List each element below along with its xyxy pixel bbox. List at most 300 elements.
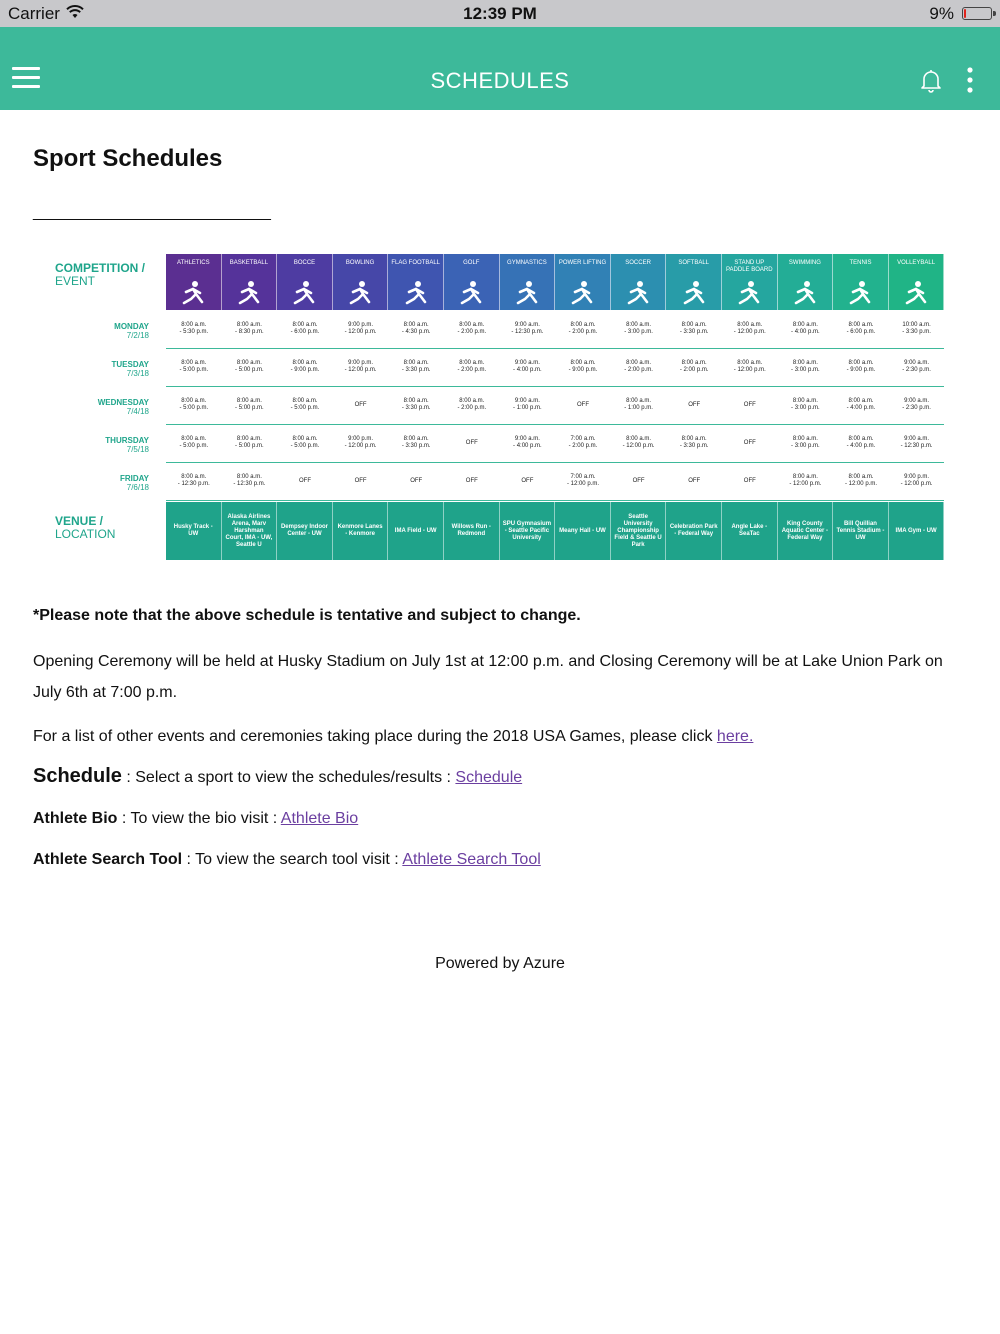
sport-header-cell bbox=[611, 254, 667, 310]
day-label bbox=[75, 322, 149, 340]
athlete-pictogram-icon bbox=[458, 280, 484, 306]
cell-start: OFF bbox=[743, 478, 756, 484]
cell-end: - 5:00 p.m. bbox=[179, 443, 209, 449]
cell-start: 8:00 a.m. bbox=[792, 398, 818, 404]
sport-header-cell bbox=[222, 254, 278, 310]
cell-end: - 12:00 p.m. bbox=[844, 481, 877, 487]
athlete-bio-label: Athlete Bio bbox=[33, 810, 118, 827]
athlete-pictogram-icon bbox=[291, 280, 317, 306]
venue-label-line2: LOCATION bbox=[55, 527, 116, 541]
schedule-cell bbox=[388, 398, 444, 412]
cell-start: 9:00 p.m. bbox=[348, 436, 374, 442]
cell-start: 9:00 a.m. bbox=[514, 322, 540, 328]
cell-end: - 12:00 p.m. bbox=[344, 329, 377, 335]
more-options-icon[interactable] bbox=[960, 67, 980, 93]
athlete-pictogram-icon bbox=[180, 280, 206, 306]
schedule-text: : Select a sport to view the schedules/results : bbox=[121, 769, 456, 786]
cell-end: - 5:00 p.m. bbox=[179, 405, 209, 411]
schedule-cell bbox=[388, 478, 444, 485]
cell-end: - 2:00 p.m. bbox=[457, 367, 487, 373]
cell-start: OFF bbox=[354, 478, 367, 484]
cell-start: 9:00 p.m. bbox=[904, 474, 930, 480]
schedule-cell bbox=[722, 322, 778, 336]
schedule-cell bbox=[166, 436, 222, 450]
schedule-link[interactable]: Schedule bbox=[455, 769, 523, 786]
athlete-pictogram-icon bbox=[681, 280, 707, 306]
cell-end: - 8:30 p.m. bbox=[235, 329, 264, 335]
cell-end: - 4:00 p.m. bbox=[846, 405, 876, 411]
sport-name: ATHLETICS bbox=[177, 260, 210, 266]
schedule-disclaimer: *Please note that the above schedule is tentative and subject to change. bbox=[33, 607, 581, 624]
schedule-cell bbox=[222, 322, 278, 336]
cell-end: - 12:30 p.m. bbox=[233, 481, 266, 487]
venue-label bbox=[55, 515, 165, 541]
cell-start: 8:00 a.m. bbox=[681, 322, 707, 328]
schedule-cell bbox=[500, 322, 556, 336]
sport-name: SOFTBALL bbox=[678, 260, 710, 266]
athlete-search-text: : To view the search tool visit : bbox=[182, 851, 403, 868]
venue-cell: Husky Track - UW bbox=[166, 502, 222, 560]
schedule-line bbox=[33, 765, 522, 788]
cell-end: - 12:00 p.m. bbox=[622, 443, 655, 449]
sport-header-cell bbox=[166, 254, 222, 310]
schedule-cell bbox=[222, 436, 278, 450]
venue-cell: SPU Gymnasium - Seattle Pacific University bbox=[500, 502, 556, 560]
schedule-cell bbox=[333, 478, 389, 485]
venue-label-line1: VENUE / bbox=[55, 514, 104, 528]
cell-start: 8:00 a.m. bbox=[737, 360, 763, 366]
cell-end: - 3:00 p.m. bbox=[624, 329, 653, 335]
athlete-search-line bbox=[33, 851, 541, 869]
cell-start: 9:00 a.m. bbox=[904, 360, 930, 366]
cell-end: - 5:00 p.m. bbox=[179, 367, 209, 373]
cell-start: 8:00 a.m. bbox=[236, 322, 262, 328]
row-divider bbox=[166, 424, 944, 425]
cell-start: 8:00 a.m. bbox=[292, 436, 318, 442]
cell-end: - 4:00 p.m. bbox=[513, 367, 542, 373]
schedule-cell bbox=[277, 398, 333, 412]
day-label bbox=[75, 436, 149, 454]
venue-cell: Seattle University Championship Field & Seattle U Park bbox=[611, 502, 667, 560]
schedule-cell bbox=[166, 474, 222, 488]
schedule-cell bbox=[500, 398, 556, 412]
schedule-cell bbox=[333, 322, 389, 336]
athlete-pictogram-icon bbox=[736, 280, 762, 306]
schedule-cell bbox=[444, 440, 500, 447]
sport-header-cell bbox=[500, 254, 556, 310]
schedule-cell bbox=[666, 322, 722, 336]
cell-end: - 3:30 p.m. bbox=[902, 329, 931, 335]
cell-start: 7:00 a.m. bbox=[570, 474, 596, 480]
cell-end: - 12:00 p.m. bbox=[566, 481, 599, 487]
cell-start: 8:00 a.m. bbox=[681, 436, 707, 442]
cell-end: - 3:30 p.m. bbox=[401, 443, 431, 449]
athlete-pictogram-icon bbox=[403, 280, 429, 306]
cell-start: 8:00 a.m. bbox=[181, 436, 207, 442]
schedule-cell bbox=[222, 398, 278, 412]
athlete-pictogram-icon bbox=[569, 280, 595, 306]
cell-start: OFF bbox=[298, 478, 311, 484]
cell-start: 9:00 a.m. bbox=[904, 436, 930, 442]
cell-end: - 2:00 p.m. bbox=[624, 367, 653, 373]
schedule-cell bbox=[666, 478, 722, 485]
sport-name: BASKETBALL bbox=[229, 260, 269, 266]
cell-start: OFF bbox=[410, 478, 423, 484]
schedule-cell bbox=[611, 436, 667, 450]
schedule-cell bbox=[611, 478, 667, 485]
cell-end: - 2:00 p.m. bbox=[679, 367, 709, 373]
sport-header-cell bbox=[833, 254, 889, 310]
cell-start: 8:00 a.m. bbox=[626, 360, 652, 366]
day-date: 7/3/18 bbox=[126, 369, 149, 378]
cell-end: - 4:00 p.m. bbox=[513, 443, 542, 449]
cell-end: - 2:00 p.m. bbox=[457, 405, 487, 411]
schedule-cell bbox=[444, 322, 500, 336]
schedule-cell bbox=[222, 360, 278, 374]
day-name: MONDAY bbox=[114, 322, 149, 331]
cell-end: - 3:30 p.m. bbox=[679, 443, 709, 449]
cell-start: 8:00 a.m. bbox=[236, 474, 262, 480]
cell-end: - 12:30 p.m. bbox=[900, 443, 933, 449]
cell-end: - 2:30 p.m. bbox=[902, 367, 931, 373]
cell-end: - 3:00 p.m. bbox=[791, 405, 820, 411]
cell-start: 8:00 a.m. bbox=[181, 474, 207, 480]
day-label bbox=[75, 398, 149, 416]
schedule-cell bbox=[778, 360, 834, 374]
athlete-search-label: Athlete Search Tool bbox=[33, 851, 183, 868]
athlete-pictogram-icon bbox=[625, 280, 651, 306]
athlete-pictogram-icon bbox=[903, 280, 929, 306]
competition-label-line1: COMPETITION / bbox=[55, 261, 145, 275]
cell-end: - 1:00 p.m. bbox=[513, 405, 542, 411]
venue-cell: IMA Gym - UW bbox=[889, 502, 945, 560]
schedule-cell bbox=[722, 402, 778, 409]
day-date: 7/4/18 bbox=[126, 407, 149, 416]
venue-cell: King County Aquatic Center - Federal Way bbox=[778, 502, 834, 560]
cell-end: - 5:00 p.m. bbox=[235, 405, 264, 411]
events-text: For a list of other events and ceremonies taking place during the 2018 USA Games, please click bbox=[33, 728, 717, 745]
cell-end: - 9:00 p.m. bbox=[846, 367, 876, 373]
sport-name: FLAG FOOTBALL bbox=[391, 260, 441, 266]
day-name: FRIDAY bbox=[119, 474, 149, 483]
schedule-cell bbox=[333, 360, 389, 374]
cell-end: - 12:30 p.m. bbox=[177, 481, 210, 487]
cell-start: 9:00 a.m. bbox=[904, 398, 930, 404]
cell-end: - 12:00 p.m. bbox=[900, 481, 933, 487]
cell-start: 8:00 a.m. bbox=[792, 322, 818, 328]
sport-header-cell bbox=[889, 254, 945, 310]
cell-start: 8:00 a.m. bbox=[292, 398, 318, 404]
cell-end: - 2:00 p.m. bbox=[457, 329, 487, 335]
events-here-link[interactable]: here. bbox=[716, 728, 754, 745]
cell-start: 8:00 a.m. bbox=[848, 436, 874, 442]
athlete-bio-line bbox=[33, 810, 358, 828]
cell-end: - 2:00 p.m. bbox=[568, 443, 598, 449]
status-time: 12:39 PM bbox=[463, 4, 537, 23]
sport-name: SOCCER bbox=[625, 260, 651, 266]
day-label bbox=[75, 360, 149, 378]
cell-end: - 6:00 p.m. bbox=[846, 329, 876, 335]
cell-start: OFF bbox=[743, 440, 756, 446]
schedule-cell bbox=[666, 436, 722, 450]
cell-end: - 6:00 p.m. bbox=[290, 329, 320, 335]
cell-start: 8:00 a.m. bbox=[626, 322, 652, 328]
cell-end: - 12:00 p.m. bbox=[733, 329, 766, 335]
row-divider bbox=[166, 348, 944, 349]
cell-start: 8:00 a.m. bbox=[459, 398, 485, 404]
cell-start: OFF bbox=[521, 478, 534, 484]
schedule-cell bbox=[889, 360, 945, 374]
schedule-cell bbox=[333, 402, 389, 409]
schedule-cell bbox=[555, 360, 611, 374]
schedule-cell bbox=[388, 436, 444, 450]
cell-start: 8:00 a.m. bbox=[236, 360, 262, 366]
schedule-cell bbox=[500, 436, 556, 450]
venue-cell: Bill Quillian Tennis Stadium - UW bbox=[833, 502, 889, 560]
venue-cell: IMA Field - UW bbox=[388, 502, 444, 560]
battery-fill bbox=[964, 9, 966, 18]
cell-start: 8:00 a.m. bbox=[792, 474, 818, 480]
sport-name: TENNIS bbox=[849, 260, 872, 266]
cell-end: - 3:00 p.m. bbox=[791, 443, 820, 449]
venue-cell: Alaska Airlines Arena, Marv Harshman Court, IMA - UW, Seattle U bbox=[222, 502, 278, 560]
schedule-cell bbox=[833, 360, 889, 374]
schedule-label: Schedule bbox=[33, 765, 122, 787]
cell-start: 8:00 a.m. bbox=[737, 322, 763, 328]
notification-bell-icon[interactable] bbox=[918, 67, 944, 93]
battery-icon bbox=[962, 7, 992, 20]
cell-start: 9:00 a.m. bbox=[514, 360, 540, 366]
cell-start: OFF bbox=[743, 402, 756, 408]
schedule-cell bbox=[722, 360, 778, 374]
schedule-cell bbox=[166, 398, 222, 412]
cell-start: 8:00 a.m. bbox=[403, 398, 429, 404]
day-label bbox=[75, 474, 149, 492]
cell-start: 8:00 a.m. bbox=[403, 436, 429, 442]
cell-end: - 5:00 p.m. bbox=[290, 443, 320, 449]
athlete-search-link[interactable]: Athlete Search Tool bbox=[402, 851, 541, 868]
schedule-cell bbox=[833, 322, 889, 336]
page-title: SCHEDULES bbox=[430, 68, 570, 93]
schedule-cell bbox=[778, 474, 834, 488]
athlete-bio-text: : To view the bio visit : bbox=[117, 810, 281, 827]
cell-end: - 4:30 p.m. bbox=[401, 329, 431, 335]
sport-name: STAND UP PADDLE BOARD bbox=[726, 260, 773, 273]
cell-start: 8:00 a.m. bbox=[848, 398, 874, 404]
cell-start: 8:00 a.m. bbox=[236, 436, 262, 442]
app-bar bbox=[0, 27, 1000, 110]
cell-start: 8:00 a.m. bbox=[848, 360, 874, 366]
battery-percent: 9% bbox=[929, 4, 954, 23]
schedule-cell bbox=[555, 436, 611, 450]
schedule-cell bbox=[778, 398, 834, 412]
cell-start: 8:00 a.m. bbox=[403, 360, 429, 366]
schedule-cell bbox=[222, 474, 278, 488]
section-heading: Sport Schedules bbox=[33, 145, 223, 172]
footer-powered-by: Powered by Azure bbox=[435, 955, 565, 972]
cell-end: - 3:30 p.m. bbox=[401, 405, 431, 411]
schedule-cell bbox=[611, 360, 667, 374]
cell-end: - 4:00 p.m. bbox=[846, 443, 876, 449]
schedule-cell bbox=[277, 360, 333, 374]
athlete-pictogram-icon bbox=[236, 280, 262, 306]
cell-end: - 5:00 p.m. bbox=[235, 443, 264, 449]
cell-start: 8:00 a.m. bbox=[570, 322, 596, 328]
cell-start: 8:00 a.m. bbox=[181, 360, 207, 366]
schedule-cell bbox=[444, 478, 500, 485]
cell-end: - 12:00 p.m. bbox=[344, 443, 377, 449]
schedule-cell bbox=[833, 398, 889, 412]
schedule-cell bbox=[388, 322, 444, 336]
cell-start: 8:00 a.m. bbox=[292, 322, 318, 328]
carrier-label: Carrier bbox=[8, 4, 60, 23]
cell-start: OFF bbox=[465, 440, 478, 446]
cell-start: OFF bbox=[576, 402, 589, 408]
athlete-bio-link[interactable]: Athlete Bio bbox=[280, 810, 359, 827]
sport-header-cell bbox=[722, 254, 778, 310]
sport-header-cell bbox=[277, 254, 333, 310]
schedule-cell bbox=[333, 436, 389, 450]
schedule-cell bbox=[778, 436, 834, 450]
cell-end: - 4:00 p.m. bbox=[791, 329, 820, 335]
cell-start: 8:00 a.m. bbox=[181, 398, 207, 404]
heading-underline: ______________________________ bbox=[33, 204, 270, 221]
cell-end: - 1:00 p.m. bbox=[624, 405, 653, 411]
sport-header-cell bbox=[778, 254, 834, 310]
sport-header-cell bbox=[333, 254, 389, 310]
sport-name: BOCCE bbox=[293, 260, 316, 266]
schedule-cell bbox=[444, 360, 500, 374]
cell-end: - 3:00 p.m. bbox=[791, 367, 820, 373]
schedule-cell bbox=[555, 402, 611, 409]
cell-end: - 12:00 p.m. bbox=[733, 367, 766, 373]
sport-name: SWIMMING bbox=[788, 260, 821, 266]
athlete-pictogram-icon bbox=[514, 280, 540, 306]
ceremony-info: Opening Ceremony will be held at Husky Stadium on July 1st at 12:00 p.m. and Closing Ceremony will be at Lake Union Park on July 6th at 7:00 p.m. bbox=[33, 653, 943, 701]
venue-cell: Celebration Park - Federal Way bbox=[666, 502, 722, 560]
schedule-cell bbox=[444, 398, 500, 412]
cell-start: 7:00 a.m. bbox=[570, 436, 596, 442]
cell-end: - 12:30 p.m. bbox=[511, 329, 544, 335]
cell-start: 8:00 a.m. bbox=[570, 360, 596, 366]
schedule-cell bbox=[833, 436, 889, 450]
cell-start: 8:00 a.m. bbox=[403, 322, 429, 328]
cell-start: 10:00 a.m. bbox=[902, 322, 931, 328]
venue-cell: Dempsey Indoor Center - UW bbox=[277, 502, 333, 560]
sport-name: GOLF bbox=[463, 260, 480, 266]
day-name: WEDNESDAY bbox=[97, 398, 149, 407]
day-name: THURSDAY bbox=[105, 436, 149, 445]
row-divider bbox=[166, 500, 944, 501]
cell-end: - 9:00 p.m. bbox=[290, 367, 320, 373]
cell-start: OFF bbox=[465, 478, 478, 484]
schedule-cell bbox=[611, 398, 667, 412]
schedule-cell bbox=[889, 322, 945, 336]
cell-end: - 5:00 p.m. bbox=[235, 367, 264, 373]
schedule-cell bbox=[666, 402, 722, 409]
athlete-pictogram-icon bbox=[347, 280, 373, 306]
cell-start: 9:00 a.m. bbox=[514, 398, 540, 404]
day-name: TUESDAY bbox=[111, 360, 149, 369]
cell-start: 8:00 a.m. bbox=[792, 360, 818, 366]
schedule-cell bbox=[277, 436, 333, 450]
schedule-cell bbox=[778, 322, 834, 336]
sport-header-cell bbox=[555, 254, 611, 310]
cell-start: OFF bbox=[632, 478, 645, 484]
schedule-cell bbox=[611, 322, 667, 336]
schedule-cell bbox=[833, 474, 889, 488]
cell-start: 9:00 a.m. bbox=[514, 436, 540, 442]
cell-start: 8:00 a.m. bbox=[848, 474, 874, 480]
schedule-cell bbox=[555, 474, 611, 488]
schedule-cell bbox=[889, 474, 945, 488]
schedule-cell bbox=[166, 322, 222, 336]
athlete-pictogram-icon bbox=[792, 280, 818, 306]
cell-start: 8:00 a.m. bbox=[848, 322, 874, 328]
day-date: 7/5/18 bbox=[126, 445, 149, 454]
cell-end: - 9:00 p.m. bbox=[568, 367, 598, 373]
day-date: 7/6/18 bbox=[126, 483, 149, 492]
schedule-cell bbox=[722, 440, 778, 447]
cell-start: OFF bbox=[354, 402, 367, 408]
schedule-cell bbox=[889, 398, 945, 412]
cell-end: - 3:30 p.m. bbox=[401, 367, 431, 373]
venue-cell: Willows Run - Redmond bbox=[444, 502, 500, 560]
events-info bbox=[33, 721, 968, 752]
row-divider bbox=[166, 462, 944, 463]
schedule-cell bbox=[388, 360, 444, 374]
venue-cell: Angle Lake - SeaTac bbox=[722, 502, 778, 560]
sport-name: VOLLEYBALL bbox=[897, 260, 936, 266]
competition-label bbox=[55, 262, 165, 288]
venue-cell: Kenmore Lanes - Kenmore bbox=[333, 502, 389, 560]
schedule-cell bbox=[666, 360, 722, 374]
cell-start: 8:00 a.m. bbox=[292, 360, 318, 366]
schedule-cell bbox=[500, 360, 556, 374]
sport-header-cell bbox=[444, 254, 500, 310]
cell-start: 8:00 a.m. bbox=[626, 398, 652, 404]
cell-end: - 12:00 p.m. bbox=[344, 367, 377, 373]
cell-start: 8:00 a.m. bbox=[459, 322, 485, 328]
day-date: 7/2/18 bbox=[126, 331, 149, 340]
cell-end: - 3:30 p.m. bbox=[679, 329, 709, 335]
cell-start: 8:00 a.m. bbox=[626, 436, 652, 442]
sport-name: BOWLING bbox=[345, 260, 375, 266]
schedule-cell bbox=[889, 436, 945, 450]
venue-cell: Meany Hall - UW bbox=[555, 502, 611, 560]
cell-start: 9:00 p.m. bbox=[348, 322, 374, 328]
row-divider bbox=[166, 386, 944, 387]
cell-end: - 2:30 p.m. bbox=[902, 405, 931, 411]
cell-start: 9:00 p.m. bbox=[348, 360, 374, 366]
schedule-cell bbox=[555, 322, 611, 336]
sport-header-cell bbox=[388, 254, 444, 310]
cell-end: - 2:00 p.m. bbox=[568, 329, 598, 335]
cell-start: OFF bbox=[688, 402, 701, 408]
schedule-cell bbox=[722, 478, 778, 485]
competition-label-line2: EVENT bbox=[55, 274, 96, 288]
cell-start: 8:00 a.m. bbox=[681, 360, 707, 366]
cell-start: 8:00 a.m. bbox=[236, 398, 262, 404]
cell-start: 8:00 a.m. bbox=[181, 322, 207, 328]
status-bar bbox=[0, 0, 1000, 27]
schedule-cell bbox=[500, 478, 556, 485]
cell-start: 8:00 a.m. bbox=[459, 360, 485, 366]
sport-header-cell bbox=[666, 254, 722, 310]
cell-end: - 5:30 p.m. bbox=[179, 329, 209, 335]
schedule-table-image bbox=[55, 254, 947, 564]
cell-end: - 12:00 p.m. bbox=[789, 481, 822, 487]
